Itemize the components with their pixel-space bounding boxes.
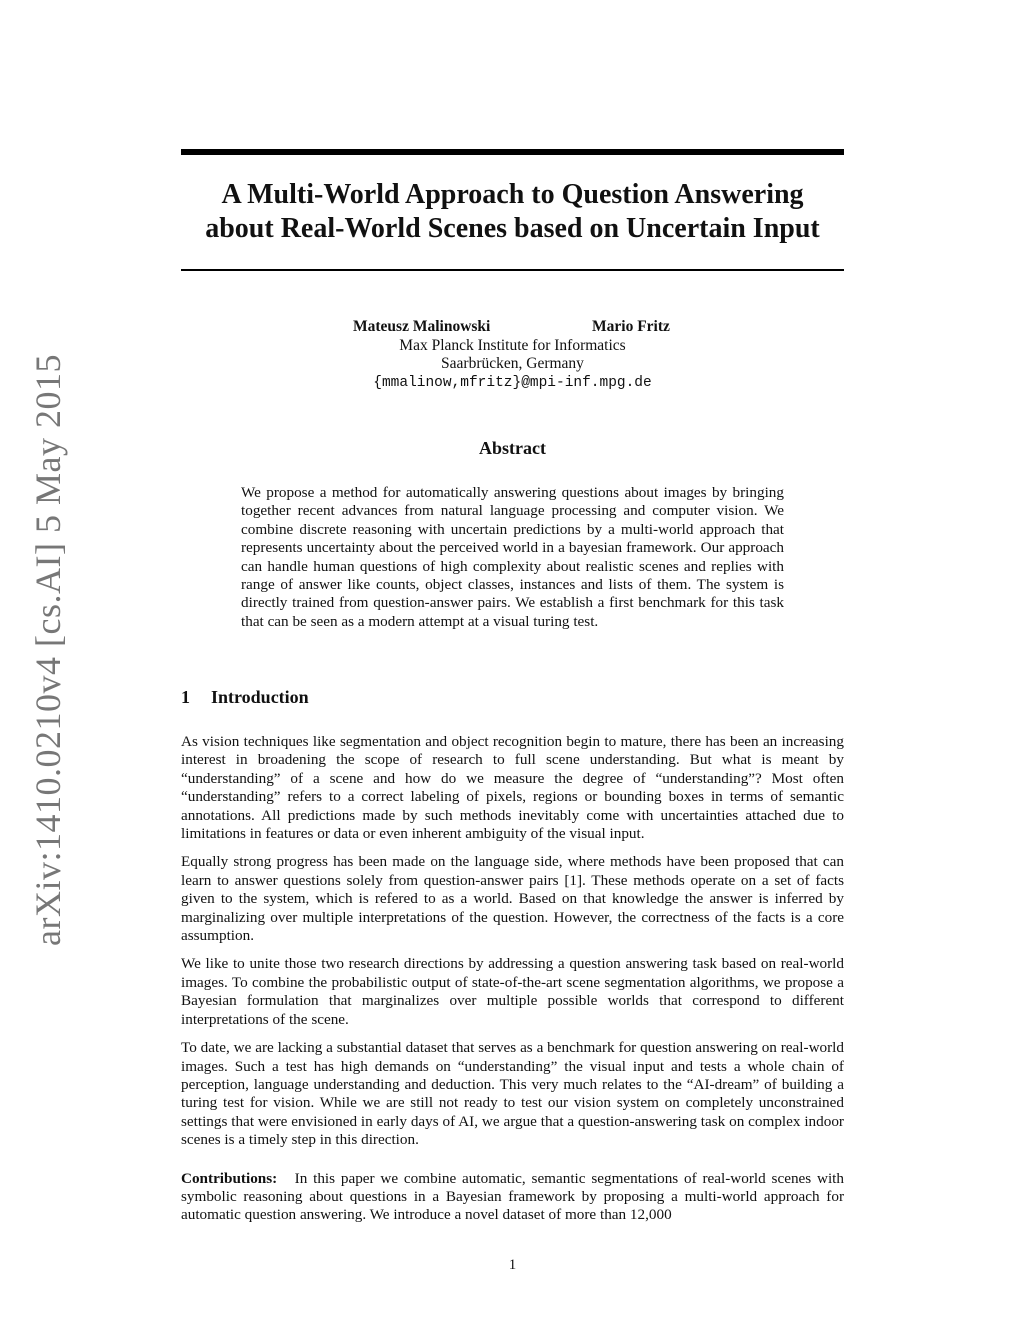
author-name-1: Mateusz Malinowski — [353, 318, 491, 335]
section-heading-introduction — [181, 687, 309, 708]
abstract-text: We propose a method for automatically answering questions about images by bringing together recent advances from natural language processing and computer vision. We combine discrete reasoning with uncertain predictions by a multi-world approach that represents uncertainty about the perceived world in a bayesian framework. Our approach can handle human questions of high complexity about realistic scenes and replies with range of answer like counts, object classes, instances and lists of them. The system is directly trained from question-answer pairs. We establish a first benchmark for this task that can be seen as a modern attempt at a visual turing test. — [241, 484, 784, 630]
section-number: 1 — [181, 687, 190, 707]
title-bottom-rule — [181, 269, 844, 271]
title-line-1: A Multi-World Approach to Question Answering — [221, 179, 804, 210]
intro-paragraph-4: To date, we are lacking a substantial dataset that serves as a benchmark for question answering on real-world images. Such a test has high demands on “understanding” the visual input and tests a whole chain of perception, language understanding and deduction. This very much relates to the “AI-dream” of building a turing test for vision. While we are still not ready to test our vision system on completely unconstrained settings that were envisioned in early days of AI, we argue that a question-answering task on complex indoor scenes is a timely step in this direction. — [181, 1039, 844, 1149]
abstract-heading: Abstract — [479, 438, 546, 458]
author-email: {mmalinow,mfritz}@mpi-inf.mpg.de — [373, 374, 652, 391]
title-top-rule — [181, 149, 844, 155]
contributions-text: In this paper we combine automatic, semantic segmentations of real-world scenes with symbolic reasoning about questions in a Bayesian framework by proposing a multi-world approach for automatic question answering. We introduce a novel dataset of more than 12,000 — [181, 1169, 844, 1224]
section-title: Introduction — [211, 687, 309, 707]
contributions-paragraph — [181, 1170, 844, 1225]
paper-title — [181, 178, 844, 246]
author-name-2: Mario Fritz — [592, 318, 670, 335]
author-names — [181, 318, 844, 337]
location: Saarbrücken, Germany — [441, 355, 584, 372]
author-block — [181, 318, 844, 392]
affiliation: Max Planck Institute for Informatics — [399, 336, 626, 354]
title-line-2: about Real-World Scenes based on Uncertain Input — [205, 213, 820, 244]
intro-paragraph-1: As vision techniques like segmentation and object recognition begin to mature, there has been an increasing interest in broadening the scope of research to full scene understanding. But what is meant by “understanding” of a scene and how do we measure the degree of “understanding”? Most often “understanding” refers to a correct labeling of pixels, regions or bounding boxes in terms of semantic annotations. All predictions made by such methods inevitably come with uncertainties attached due to limitations in features or data or even inherent ambiguity of the visual input. — [181, 733, 844, 843]
introduction-body — [181, 733, 844, 1235]
intro-paragraph-3: We like to unite those two research directions by addressing a question answering task based on real-world images. To combine the probabilistic output of state-of-the-art scene segmentation algorithms, we propose a Bayesian formulation that marginalizes over multiple possible worlds that correspond to different interpretations of the scene. — [181, 955, 844, 1028]
contributions-label: Contributions: — [181, 1169, 278, 1187]
arxiv-side-stamp: arXiv:1410.0210v4 [cs.AI] 5 May 2015 — [28, 354, 68, 946]
intro-paragraph-2: Equally strong progress has been made on the language side, where methods have been proposed that can learn to answer questions solely from question-answer pairs [1]. These methods operate on a set of facts given to the system, which is refered to as a world. Based on that knowledge the answer is inferred by marginalizing over multiple interpretations of the question. However, the correctness of the facts is a core assumption. — [181, 853, 844, 945]
page-number: 1 — [508, 1257, 517, 1273]
